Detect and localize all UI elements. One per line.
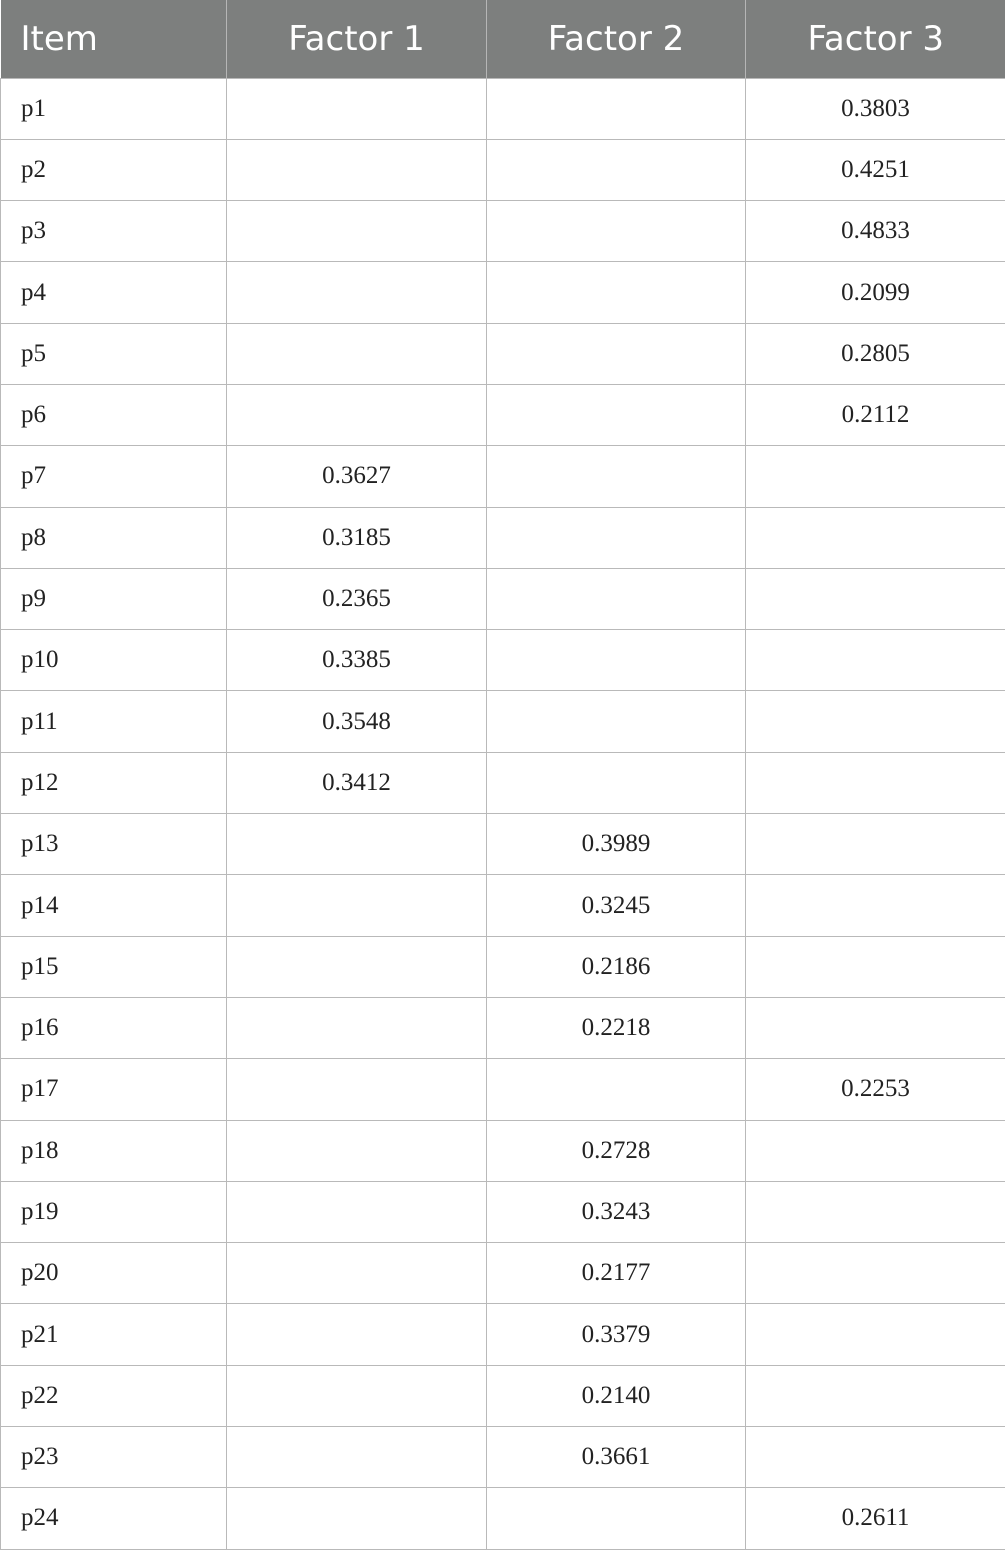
factor-2-cell (487, 446, 746, 507)
table-row (1, 139, 1005, 200)
item-cell: p7 (1, 446, 227, 507)
item-cell: p12 (1, 752, 227, 813)
factor-3-cell (746, 752, 1005, 813)
table-row (1, 568, 1005, 629)
item-cell: p6 (1, 384, 227, 445)
table-row (1, 997, 1005, 1058)
factor-2-cell: 0.3989 (487, 814, 746, 875)
factor-2-cell: 0.2140 (487, 1365, 746, 1426)
item-cell: p16 (1, 997, 227, 1058)
header-factor-2: Factor 2 (487, 0, 746, 78)
factor-1-cell (227, 139, 487, 200)
table-header (1, 0, 1005, 78)
header-factor-3: Factor 3 (746, 0, 1005, 78)
factor-1-cell (227, 1059, 487, 1120)
item-cell: p18 (1, 1120, 227, 1181)
item-cell: p24 (1, 1488, 227, 1549)
item-cell: p5 (1, 323, 227, 384)
item-cell: p13 (1, 814, 227, 875)
factor-3-cell (746, 1243, 1005, 1304)
factor-1-cell: 0.3627 (227, 446, 487, 507)
factor-3-cell (746, 814, 1005, 875)
factor-3-cell (746, 875, 1005, 936)
table-row (1, 875, 1005, 936)
factor-3-cell: 0.4251 (746, 139, 1005, 200)
item-cell: p17 (1, 1059, 227, 1120)
item-cell: p15 (1, 936, 227, 997)
factor-2-cell: 0.3661 (487, 1427, 746, 1488)
table-row (1, 323, 1005, 384)
factor-3-cell (746, 1365, 1005, 1426)
factor-3-cell (746, 630, 1005, 691)
factor-1-cell (227, 201, 487, 262)
factor-3-cell (746, 997, 1005, 1058)
table-row (1, 201, 1005, 262)
factor-2-cell (487, 1059, 746, 1120)
table-row (1, 752, 1005, 813)
factor-3-cell: 0.2805 (746, 323, 1005, 384)
factor-2-cell: 0.3245 (487, 875, 746, 936)
factor-3-cell (746, 507, 1005, 568)
table-row (1, 1181, 1005, 1242)
factor-3-cell (746, 568, 1005, 629)
item-cell: p22 (1, 1365, 227, 1426)
factor-3-cell (746, 691, 1005, 752)
factor-3-cell (746, 936, 1005, 997)
table-row (1, 630, 1005, 691)
factor-2-cell: 0.2728 (487, 1120, 746, 1181)
factor-3-cell (746, 1181, 1005, 1242)
factor-2-cell (487, 262, 746, 323)
item-cell: p20 (1, 1243, 227, 1304)
factor-1-cell: 0.3185 (227, 507, 487, 568)
item-cell: p23 (1, 1427, 227, 1488)
factor-2-cell (487, 1488, 746, 1549)
table-row (1, 691, 1005, 752)
factor-3-cell: 0.2112 (746, 384, 1005, 445)
item-cell: p9 (1, 568, 227, 629)
item-cell: p10 (1, 630, 227, 691)
factor-1-cell (227, 323, 487, 384)
factor-3-cell (746, 446, 1005, 507)
item-cell: p11 (1, 691, 227, 752)
factor-1-cell: 0.3412 (227, 752, 487, 813)
factor-1-cell (227, 875, 487, 936)
factor-2-cell (487, 201, 746, 262)
table-row (1, 1488, 1005, 1549)
table-row (1, 936, 1005, 997)
table-row (1, 384, 1005, 445)
factor-2-cell (487, 752, 746, 813)
table-body (1, 78, 1005, 1549)
factor-1-cell (227, 1427, 487, 1488)
factor-1-cell (227, 1365, 487, 1426)
item-cell: p4 (1, 262, 227, 323)
factor-3-cell: 0.2099 (746, 262, 1005, 323)
factor-1-cell: 0.2365 (227, 568, 487, 629)
factor-3-cell (746, 1427, 1005, 1488)
factor-3-cell (746, 1120, 1005, 1181)
table-row (1, 814, 1005, 875)
table-row (1, 446, 1005, 507)
factor-2-cell: 0.2177 (487, 1243, 746, 1304)
factor-1-cell: 0.3548 (227, 691, 487, 752)
factor-3-cell: 0.4833 (746, 201, 1005, 262)
factor-1-cell (227, 1181, 487, 1242)
table-row (1, 1365, 1005, 1426)
table-row (1, 1059, 1005, 1120)
factor-2-cell (487, 78, 746, 139)
factor-1-cell (227, 1488, 487, 1549)
factor-3-cell: 0.2611 (746, 1488, 1005, 1549)
header-factor-1: Factor 1 (227, 0, 487, 78)
factor-2-cell: 0.3379 (487, 1304, 746, 1365)
factor-1-cell (227, 997, 487, 1058)
factor-3-cell: 0.3803 (746, 78, 1005, 139)
factor-2-cell (487, 691, 746, 752)
factor-2-cell (487, 507, 746, 568)
item-cell: p19 (1, 1181, 227, 1242)
factor-2-cell (487, 384, 746, 445)
item-cell: p8 (1, 507, 227, 568)
item-cell: p3 (1, 201, 227, 262)
factor-2-cell: 0.2218 (487, 997, 746, 1058)
factor-1-cell (227, 384, 487, 445)
table-row (1, 1304, 1005, 1365)
factor-3-cell (746, 1304, 1005, 1365)
factor-2-cell (487, 323, 746, 384)
header-item: Item (1, 0, 227, 78)
factor-1-cell (227, 1120, 487, 1181)
factor-2-cell: 0.3243 (487, 1181, 746, 1242)
table-row (1, 507, 1005, 568)
factor-2-cell (487, 630, 746, 691)
factor-2-cell (487, 568, 746, 629)
item-cell: p21 (1, 1304, 227, 1365)
table-row (1, 262, 1005, 323)
factor-1-cell (227, 814, 487, 875)
factor-1-cell (227, 78, 487, 139)
table-row (1, 78, 1005, 139)
factor-1-cell (227, 1304, 487, 1365)
table-row (1, 1243, 1005, 1304)
factor-1-cell: 0.3385 (227, 630, 487, 691)
factor-1-cell (227, 1243, 487, 1304)
item-cell: p1 (1, 78, 227, 139)
table-row (1, 1120, 1005, 1181)
table-row (1, 1427, 1005, 1488)
factor-3-cell: 0.2253 (746, 1059, 1005, 1120)
factor-2-cell (487, 139, 746, 200)
item-cell: p14 (1, 875, 227, 936)
factor-2-cell: 0.2186 (487, 936, 746, 997)
factor-1-cell (227, 936, 487, 997)
item-cell: p2 (1, 139, 227, 200)
factor-1-cell (227, 262, 487, 323)
header-row (1, 0, 1005, 78)
